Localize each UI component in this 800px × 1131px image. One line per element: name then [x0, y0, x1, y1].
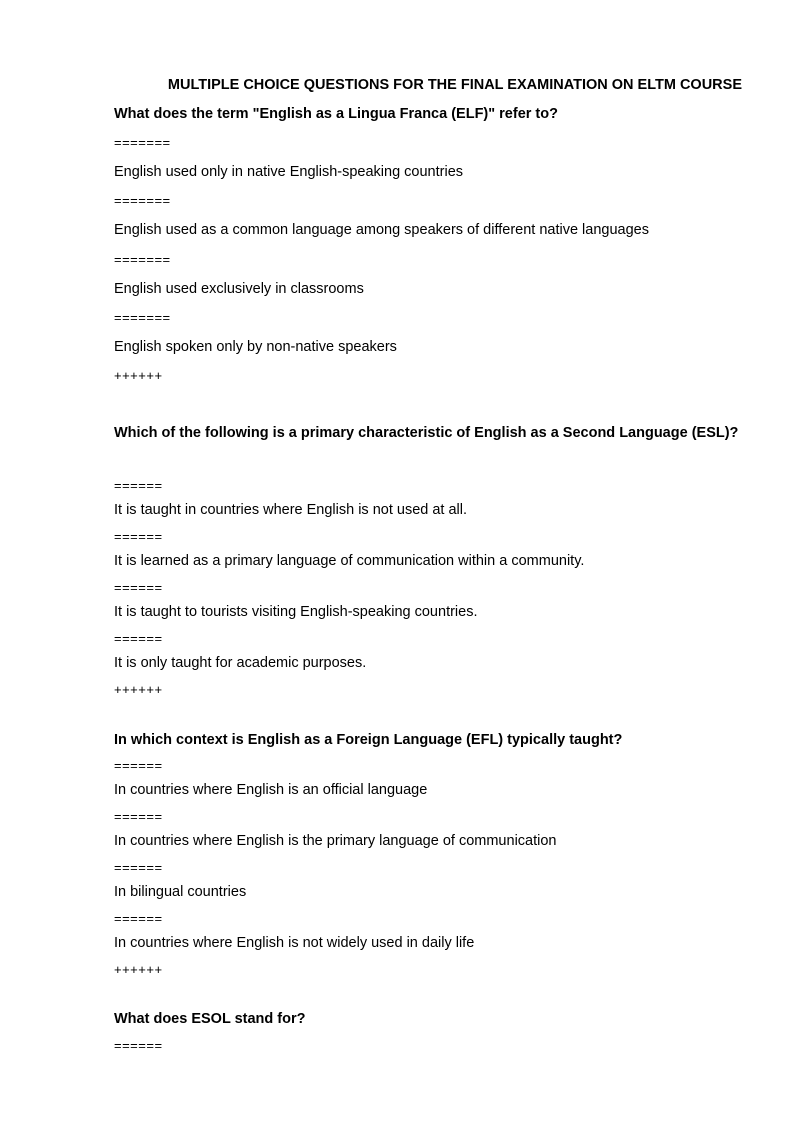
answer-option: It is learned as a primary language of communication within a community. — [114, 553, 585, 569]
separator: ======= — [114, 252, 171, 267]
answer-option: It is only taught for academic purposes. — [114, 655, 367, 671]
answer-option: English used exclusively in classrooms — [114, 281, 364, 297]
separator: ====== — [114, 758, 163, 773]
question-3: In which context is English as a Foreign Language (EFL) typically taught? — [114, 732, 623, 748]
question-4: What does ESOL stand for? — [114, 1011, 306, 1027]
separator: ====== — [114, 1038, 163, 1053]
answer-option: English used only in native English-speaking countries — [114, 164, 464, 180]
separator: ====== — [114, 529, 163, 544]
answer-option: It is taught in countries where English is not used at all. — [114, 502, 468, 518]
end-marker: ++++++ — [114, 682, 163, 697]
end-marker: ++++++ — [114, 368, 163, 383]
question-1: What does the term "English as a Lingua Franca (ELF)" refer to? — [114, 106, 558, 122]
separator: ====== — [114, 580, 163, 595]
document-title: MULTIPLE CHOICE QUESTIONS FOR THE FINAL EXAMINATION ON ELTM COURSE — [167, 77, 742, 93]
answer-option: It is taught to tourists visiting English-speaking countries. — [114, 604, 478, 620]
separator: ======= — [114, 310, 171, 325]
separator: ====== — [114, 860, 163, 875]
answer-option: In countries where English is an official language — [114, 782, 428, 798]
question-2: Which of the following is a primary characteristic of English as a Second Language (ESL)? — [114, 425, 739, 441]
separator: ======= — [114, 193, 171, 208]
separator: ====== — [114, 809, 163, 824]
answer-option: In countries where English is the primary language of communication — [114, 833, 557, 849]
end-marker: ++++++ — [114, 962, 163, 977]
separator: ====== — [114, 911, 163, 926]
separator: ======= — [114, 135, 171, 150]
answer-option: English used as a common language among speakers of different native languages — [114, 222, 649, 238]
separator: ====== — [114, 631, 163, 646]
answer-option: In bilingual countries — [114, 884, 247, 900]
separator: ====== — [114, 478, 163, 493]
answer-option: English spoken only by non-native speakers — [114, 339, 397, 355]
answer-option: In countries where English is not widely used in daily life — [114, 935, 475, 951]
